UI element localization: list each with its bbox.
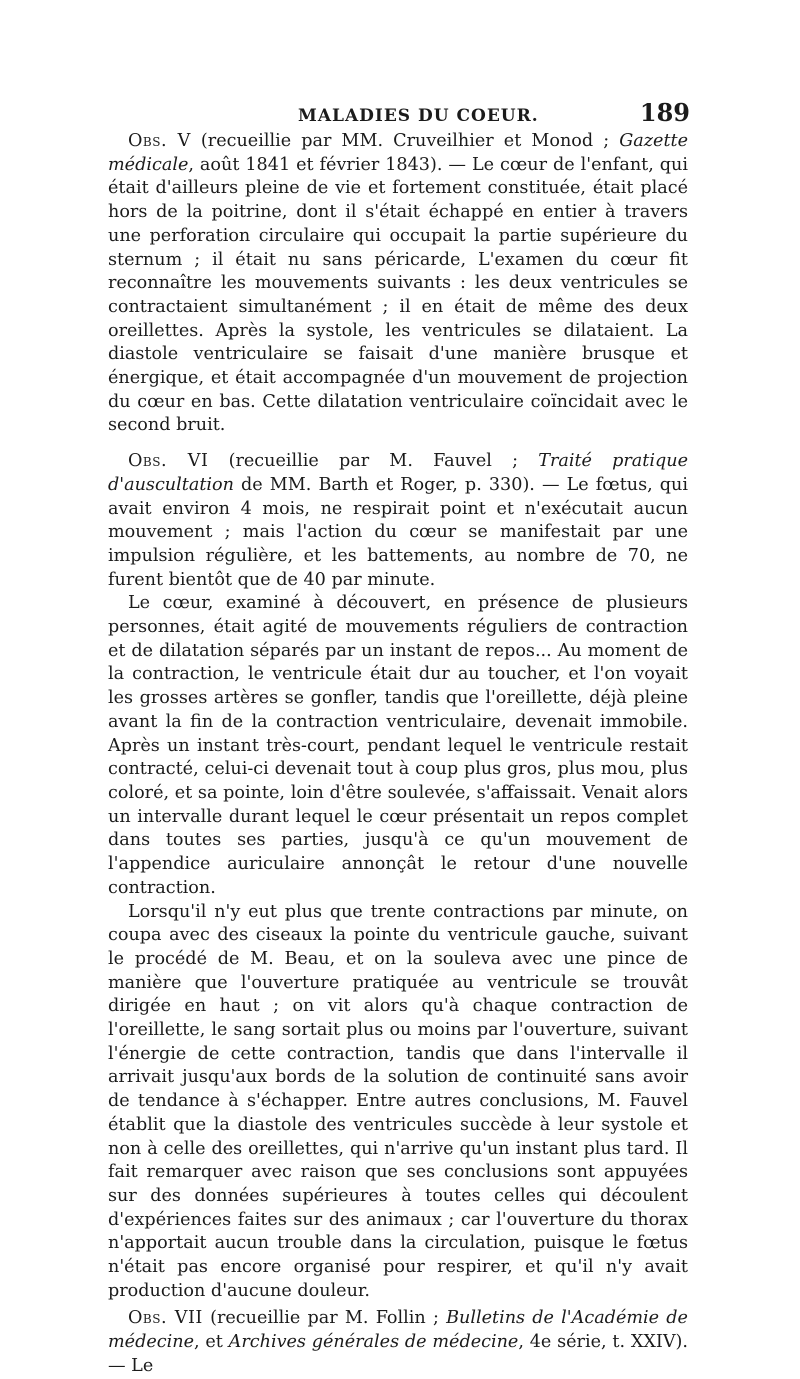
body-text [108, 130, 688, 1379]
running-title: MALADIES DU COEUR. [298, 106, 539, 126]
obs-7-text: , 4e série, t. XXIV). — Le [108, 1332, 688, 1376]
obs-5-journal: Gazette médicale [108, 131, 688, 175]
page-number: 189 [639, 98, 690, 127]
obs-7-mid: , et [194, 1332, 229, 1353]
obs-6-paragraph-2: Le cœur, examiné à découvert, en présence de plusieurs personnes, était agité de mouvements réguliers de contraction et de dilatation séparés par un instant de repos... Au moment de la contraction, le ventricule était dur au toucher, et l'on voyait les grosses artères se gonfler, tandis que l'oreillette, déjà pleine avant la fin de la contraction ventriculaire, devenait immobile. Après un instant très-court, pendant lequel le ventricule restait contracté, celui-ci devenait tout à coup plus gros, plus mou, plus coloré, et sa pointe, loin d'être soulevée, s'affaissait. Venait alors un intervalle durant lequel le cœur présentait un repos complet dans toutes ses parties, jusqu'à ce qu'un mouvement de l'appendice auriculaire annonçât le retour d'une nouvelle contraction. [108, 593, 688, 898]
obs-6-source: (recueillie par M. Fauvel ; [208, 451, 539, 472]
obs-7-source: (recueillie par M. Follin ; [202, 1308, 447, 1329]
obs-7-label: Obs. VII [128, 1308, 203, 1329]
obs-6-label: Obs. VI [128, 451, 209, 472]
obs-6-paragraph-3: Lorsqu'il n'y eut plus que trente contractions par minute, on coupa avec des ciseaux la pointe du ventricule gauche, suivant le procédé de M. Beau, et on la souleva avec une pince de manière que l'ouverture pratiquée au ventricule se trouvât dirigée en haut ; on vit alors qu'à chaque contraction de l'oreillette, le sang sortait plus ou moins par l'ouverture, suivant l'énergie de cette contraction, tandis que dans l'intervalle il arrivait jusqu'aux bords de la solution de continuité sans avoir de tendance à s'échapper. Entre autres conclusions, M. Fauvel établit que la diastole des ventricules succède à leur systole et non à celle des oreillettes, qui n'arrive qu'un instant plus tard. Il fait remarquer avec raison que ses conclusions sont appuyées sur des données supérieures à toutes celles qui découlent d'expériences faites sur des animaux ; car l'ouverture du thorax n'apportait aucun trouble dans la circulation, puisque le fœtus n'était pas encore organisé pour respirer, et qu'il n'y avait production d'aucune douleur. [108, 901, 688, 1301]
running-head [108, 98, 700, 128]
obs-5-label: Obs. V [128, 131, 191, 151]
obs-7-journal-2: Archives générales de médecine [228, 1332, 519, 1353]
obs-7-journal-1: Bulletins de l'Académie de médecine [108, 1308, 688, 1353]
obs-5-text: , août 1841 et février 1843). — Le cœur de l'enfant, qui était d'ailleurs pleine de vie et fortement constituée, était placé hors de la poitrine, dont il s'était échappé en entier à travers une perforation circulaire qui occupait la partie supérieure du sternum ; il était nu sans péricarde, L'examen du cœur fit reconnaître les mouvements suivants : les deux ventricules se contractaient simultanément ; il en était de même des deux oreillettes. Après la systole, les ventricules se dilataient. La diastole ventriculaire se faisait d'une manière brusque et énergique, et était accompagnée d'un mouvement de projection du cœur en bas. Cette dilatation ventriculaire coïncidait avec le second bruit. [108, 154, 688, 436]
obs-6-text: de MM. Barth et Roger, p. 330). — Le fœtus, qui avait environ 4 mois, ne respirait point et n'exécutait aucun mouvement ; mais l'action du cœur se manifestait par une impulsion régulière, et les battements, au nombre de 70, ne furent bientôt que de 40 par minute. [108, 474, 688, 590]
obs-5-paragraph [108, 130, 688, 438]
obs-5-source: (recueillie par MM. Cruveilhier et Monod ; [190, 131, 620, 151]
obs-6-paragraph [108, 450, 688, 592]
obs-6-book: Traité pratique d'auscultation [108, 451, 688, 495]
obs-7-paragraph [108, 1307, 688, 1378]
